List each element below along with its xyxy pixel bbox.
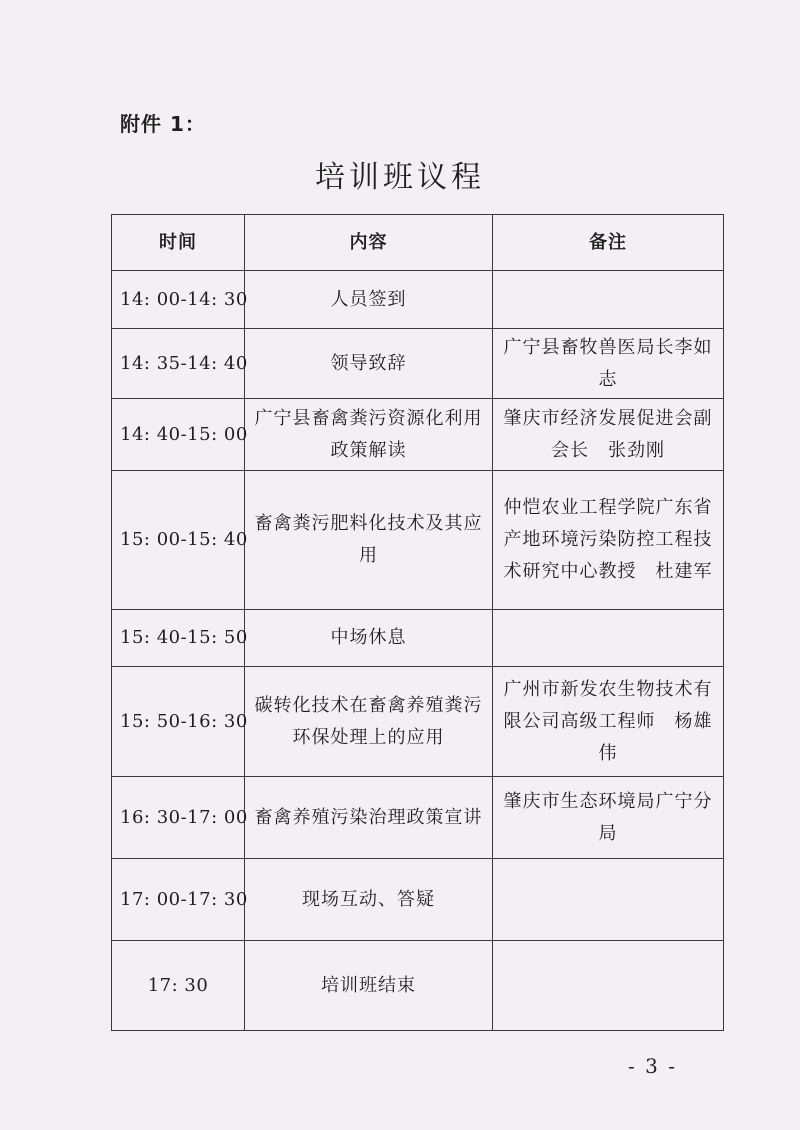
table-row bbox=[112, 610, 724, 667]
row-content: 畜禽粪污肥料化技术及其应用 bbox=[245, 471, 493, 610]
row-content: 培训班结束 bbox=[245, 941, 493, 1031]
header-time: 时间 bbox=[112, 215, 245, 271]
header-note: 备注 bbox=[493, 215, 724, 271]
row-time: 16: 30-17: 00 bbox=[112, 777, 245, 859]
table-row bbox=[112, 667, 724, 777]
row-note bbox=[493, 941, 724, 1031]
row-note bbox=[493, 859, 724, 941]
row-content: 现场互动、答疑 bbox=[245, 859, 493, 941]
row-content: 人员签到 bbox=[245, 271, 493, 329]
page-title: 培训班议程 bbox=[315, 160, 485, 195]
page-number: - 3 - bbox=[628, 1054, 677, 1078]
row-note: 广州市新发农生物技术有限公司高级工程师 杨雄伟 bbox=[493, 667, 724, 777]
row-note bbox=[493, 610, 724, 667]
row-note: 仲恺农业工程学院广东省产地环境污染防控工程技术研究中心教授 杜建军 bbox=[493, 471, 724, 610]
table-row bbox=[112, 941, 724, 1031]
row-note: 肇庆市生态环境局广宁分局 bbox=[493, 777, 724, 859]
row-content: 广宁县畜禽粪污资源化利用政策解读 bbox=[245, 399, 493, 471]
table-row bbox=[112, 399, 724, 471]
row-content: 畜禽养殖污染治理政策宣讲 bbox=[245, 777, 493, 859]
row-time: 17: 00-17: 30 bbox=[112, 859, 245, 941]
row-time: 17: 30 bbox=[112, 941, 245, 1031]
table-row bbox=[112, 271, 724, 329]
table-row bbox=[112, 329, 724, 399]
row-content: 中场休息 bbox=[245, 610, 493, 667]
row-time: 15: 00-15: 40 bbox=[112, 471, 245, 610]
row-note bbox=[493, 271, 724, 329]
row-time: 15: 40-15: 50 bbox=[112, 610, 245, 667]
row-time: 15: 50-16: 30 bbox=[112, 667, 245, 777]
table-row bbox=[112, 777, 724, 859]
attachment-label: 附件 1： bbox=[120, 112, 206, 136]
table-row bbox=[112, 859, 724, 941]
row-time: 14: 00-14: 30 bbox=[112, 271, 245, 329]
agenda-table bbox=[111, 214, 724, 1031]
header-content: 内容 bbox=[245, 215, 493, 271]
row-note: 广宁县畜牧兽医局长李如志 bbox=[493, 329, 724, 399]
table-row bbox=[112, 471, 724, 610]
table-header-row bbox=[112, 215, 724, 271]
row-time: 14: 40-15: 00 bbox=[112, 399, 245, 471]
row-content: 碳转化技术在畜禽养殖粪污环保处理上的应用 bbox=[245, 667, 493, 777]
row-time: 14: 35-14: 40 bbox=[112, 329, 245, 399]
row-content: 领导致辞 bbox=[245, 329, 493, 399]
row-note: 肇庆市经济发展促进会副会长 张劲刚 bbox=[493, 399, 724, 471]
